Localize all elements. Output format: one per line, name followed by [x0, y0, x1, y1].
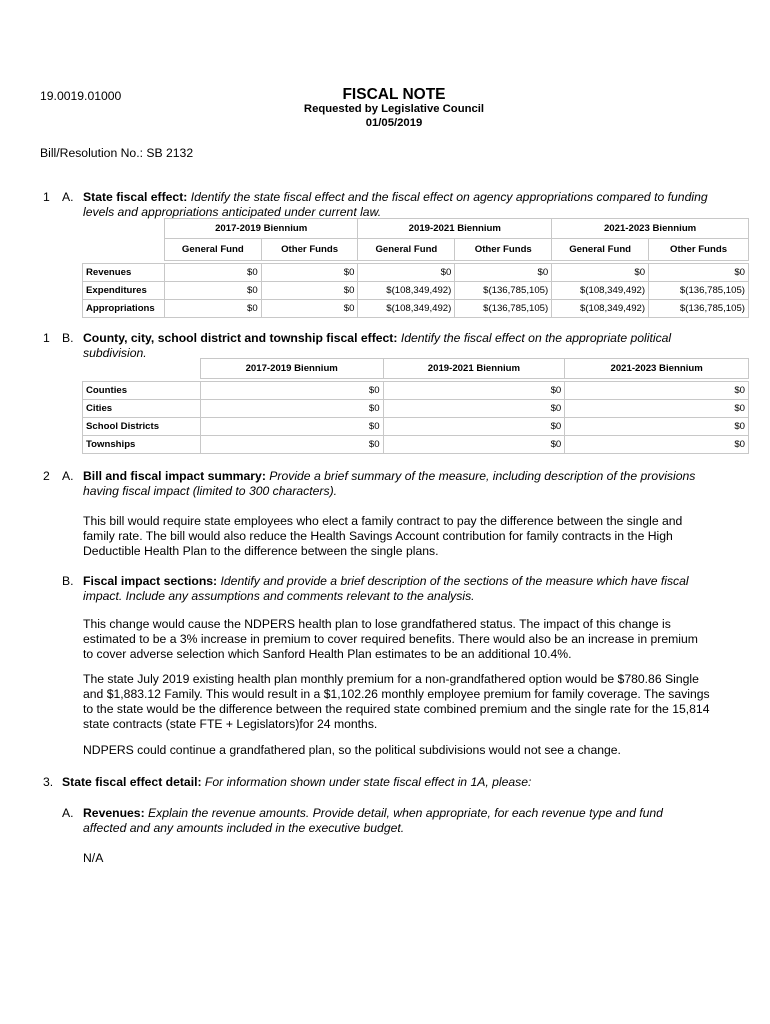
biennium-header: 2017-2019 Biennium — [164, 219, 357, 239]
page-title: FISCAL NOTE — [342, 86, 446, 103]
paragraph-line: estimated to be a 3% increase in premium to cover required benefits. There would also be an increase in premium — [83, 632, 698, 646]
table-row — [83, 382, 749, 400]
document-number: 19.0019.01000 — [40, 89, 122, 103]
section-2b-heading-block — [83, 574, 753, 604]
bill-number: Bill/Resolution No.: SB 2132 — [40, 146, 194, 160]
section-2a-instruction-2: having fiscal impact (limited to 300 characters). — [83, 484, 338, 498]
state-fiscal-effect-table — [82, 218, 749, 318]
section-1b-heading-block — [83, 331, 753, 361]
section-2a-summary — [83, 514, 753, 559]
paragraph-line: to the state would be the difference between the required state combined premium and the single rate for the 15,814 — [83, 702, 710, 716]
table-cell: $0 — [565, 400, 749, 418]
section-2b-paragraph-1 — [83, 617, 753, 662]
table-cell: $(108,349,492) — [358, 282, 455, 300]
row-label: Expenditures — [83, 282, 165, 300]
section-3-number: 3. — [43, 775, 54, 789]
summary-line: family rate. The bill would also reduce the Health Savings Account contribution for family contracts in the High — [83, 529, 673, 543]
section-3-instruction: For information shown under state fiscal effect in 1A, please: — [204, 775, 532, 789]
biennium-header: 2019-2021 Biennium — [358, 219, 552, 239]
political-subdivision-table — [82, 358, 749, 454]
fund-header: General Fund — [358, 239, 455, 261]
section-1a-heading: State fiscal effect: — [83, 190, 188, 204]
section-3a-instruction-2: affected and any amounts included in the executive budget. — [83, 821, 405, 835]
section-2a-instruction-1: Provide a brief summary of the measure, including description of the provisions — [269, 469, 696, 483]
biennium-header: 2021-2023 Biennium — [552, 219, 749, 239]
row-label: Counties — [83, 382, 201, 400]
section-1b-instruction-2: subdivision. — [83, 346, 147, 360]
row-label: School Districts — [83, 418, 201, 436]
table-cell: $0 — [649, 264, 749, 282]
table-cell: $0 — [261, 300, 358, 318]
table-row — [83, 436, 749, 454]
paragraph-line: The state July 2019 existing health plan monthly premium for a non-grandfathered option would be $780.86 Single — [83, 672, 699, 686]
table-cell: $(108,349,492) — [358, 300, 455, 318]
section-3a-instruction-1: Explain the revenue amounts. Provide detail, when appropriate, for each revenue type and fund — [148, 806, 663, 820]
table-cell: $0 — [565, 436, 749, 454]
row-label: Townships — [83, 436, 201, 454]
section-1b-instruction-1: Identify the fiscal effect on the appropriate political — [400, 331, 672, 345]
section-1b-number: 1 — [43, 331, 50, 345]
fund-header: Other Funds — [649, 239, 749, 261]
section-3a-heading-block — [83, 806, 753, 836]
table-row — [83, 264, 749, 282]
section-1b-letter: B. — [62, 331, 74, 345]
table-cell: $(108,349,492) — [552, 282, 649, 300]
table-cell: $0 — [200, 436, 383, 454]
table-cell: $0 — [383, 382, 565, 400]
table-cell: $0 — [164, 264, 261, 282]
table-cell: $0 — [565, 418, 749, 436]
section-2a-heading: Bill and fiscal impact summary: — [83, 469, 266, 483]
section-1a-number: 1 — [43, 190, 50, 204]
table-cell: $0 — [164, 300, 261, 318]
paragraph-line: state contracts (state FTE + Legislators)for 24 months. — [83, 717, 378, 731]
summary-line: This bill would require state employees who elect a family contract to pay the difference between the single and — [83, 514, 683, 528]
biennium-header: 2017-2019 Biennium — [200, 359, 383, 379]
biennium-header: 2021-2023 Biennium — [565, 359, 749, 379]
section-2a-letter: A. — [62, 469, 74, 483]
row-label: Cities — [83, 400, 201, 418]
table-cell: $(136,785,105) — [455, 300, 552, 318]
note-date: 01/05/2019 — [365, 117, 423, 129]
table-cell: $0 — [383, 436, 565, 454]
table-cell: $0 — [261, 282, 358, 300]
section-3-heading: State fiscal effect detail: — [62, 775, 202, 789]
table-row — [83, 400, 749, 418]
section-3a-body: N/A — [83, 851, 104, 865]
paragraph-line: and $1,883.12 Family. This would result in a $1,102.26 monthly employee premium for family coverage. The savings — [83, 687, 710, 701]
section-1a-heading-block — [83, 190, 753, 220]
section-2b-instruction-1: Identify and provide a brief description of the sections of the measure which have fiscal — [220, 574, 689, 588]
fund-header: General Fund — [552, 239, 649, 261]
table-cell: $0 — [261, 264, 358, 282]
table-row — [83, 300, 749, 318]
section-2b-heading: Fiscal impact sections: — [83, 574, 218, 588]
fund-header: Other Funds — [261, 239, 358, 261]
table-row — [83, 418, 749, 436]
table-cell: $0 — [164, 282, 261, 300]
section-3a-heading: Revenues: — [83, 806, 145, 820]
section-2b-paragraph-3: NDPERS could continue a grandfathered plan, so the political subdivisions would not see a change. — [83, 743, 621, 757]
table-cell: $(136,785,105) — [455, 282, 552, 300]
biennium-header: 2019-2021 Biennium — [383, 359, 565, 379]
table-cell: $0 — [200, 400, 383, 418]
section-1a-instruction-2: levels and appropriations anticipated under current law. — [83, 205, 382, 219]
table-cell: $0 — [565, 382, 749, 400]
table-cell: $(136,785,105) — [649, 300, 749, 318]
table-cell: $0 — [200, 418, 383, 436]
row-label: Revenues — [83, 264, 165, 282]
section-1b-heading: County, city, school district and township fiscal effect: — [83, 331, 398, 345]
fund-header: General Fund — [164, 239, 261, 261]
row-label: Appropriations — [83, 300, 165, 318]
table-row — [83, 282, 749, 300]
paragraph-line: This change would cause the NDPERS health plan to lose grandfathered status. The impact of this change is — [83, 617, 671, 631]
section-3a-letter: A. — [62, 806, 74, 820]
table-cell: $0 — [358, 264, 455, 282]
section-2b-paragraph-2 — [83, 672, 753, 732]
section-2a-heading-block — [83, 469, 753, 499]
table-cell: $(108,349,492) — [552, 300, 649, 318]
table-cell: $(136,785,105) — [649, 282, 749, 300]
fund-header: Other Funds — [455, 239, 552, 261]
section-2b-letter: B. — [62, 574, 74, 588]
section-2a-number: 2 — [43, 469, 50, 483]
section-3-heading-block — [62, 775, 752, 789]
summary-line: Deductible Health Plan to the difference between the single plans. — [83, 544, 439, 558]
table-cell: $0 — [383, 400, 565, 418]
table-cell: $0 — [552, 264, 649, 282]
table-cell: $0 — [383, 418, 565, 436]
table-cell: $0 — [200, 382, 383, 400]
requested-by: Requested by Legislative Council — [303, 103, 485, 115]
table-cell: $0 — [455, 264, 552, 282]
section-1a-letter: A. — [62, 190, 74, 204]
section-2b-instruction-2: impact. Include any assumptions and comments relevant to the analysis. — [83, 589, 475, 603]
paragraph-line: to cover adverse selection which Sanford Health Plan estimates to be an additional 10.4%. — [83, 647, 572, 661]
section-1a-instruction-1: Identify the state fiscal effect and the fiscal effect on agency appropriations compared to funding — [190, 190, 708, 204]
